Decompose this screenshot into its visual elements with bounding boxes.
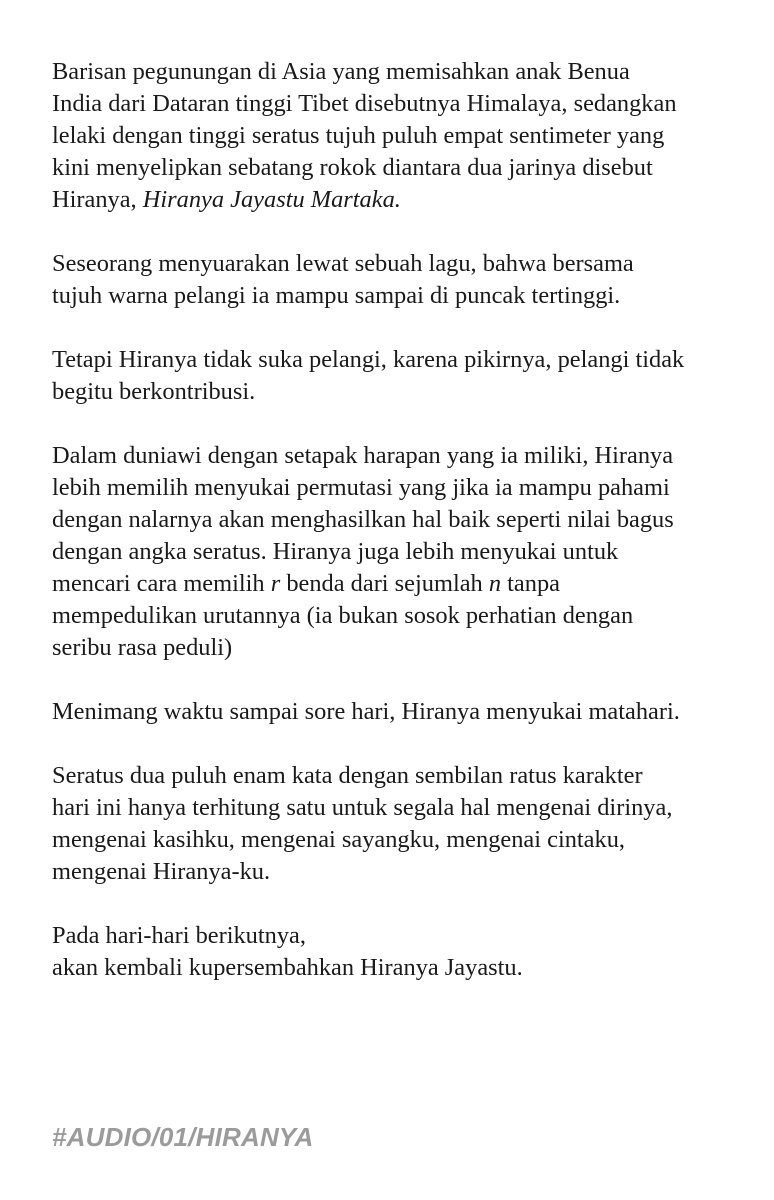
text-line: dengan nalarnya akan menghasilkan hal baik seperti nilai bagus bbox=[52, 506, 674, 533]
text-line: Tetapi Hiranya tidak suka pelangi, karena pikirnya, pelangi tidak bbox=[52, 346, 685, 373]
text-run: mencari cara memilih bbox=[52, 570, 271, 597]
italic-variable-r: r bbox=[270, 570, 281, 597]
text-line: seribu rasa peduli) bbox=[52, 634, 233, 661]
text-line: lelaki dengan tinggi seratus tujuh puluh empat sentimeter yang bbox=[52, 122, 665, 149]
text-line bbox=[52, 184, 742, 216]
text-line: Menimang waktu sampai sore hari, Hiranya menyukai matahari. bbox=[52, 698, 680, 725]
text-line bbox=[52, 568, 742, 600]
text-line: begitu berkontribusi. bbox=[52, 378, 256, 405]
text-line: lebih memilih menyukai permutasi yang jika ia mampu pahami bbox=[52, 474, 670, 501]
text-line: Dalam duniawi dengan setapak harapan yang ia miliki, Hiranya bbox=[52, 442, 674, 469]
paragraph-sun bbox=[52, 696, 742, 728]
text-run: Hiranya, bbox=[52, 186, 143, 213]
hashtag-footer: #AUDIO/01/HIRANYA bbox=[52, 1122, 314, 1152]
text-line: hari ini hanya terhitung satu untuk segala hal mengenai dirinya, bbox=[52, 794, 673, 821]
paragraph-song bbox=[52, 248, 742, 312]
paragraph-rainbow bbox=[52, 344, 742, 408]
text-line: dengan angka seratus. Hiranya juga lebih menyukai untuk bbox=[52, 538, 619, 565]
paragraph-permutation bbox=[52, 440, 742, 664]
text-line: India dari Dataran tinggi Tibet disebutnya Himalaya, sedangkan bbox=[52, 90, 677, 117]
document-body bbox=[52, 56, 742, 984]
text-line: Seseorang menyuarakan lewat sebuah lagu, bahwa bersama bbox=[52, 250, 634, 277]
paragraph-himalaya bbox=[52, 56, 742, 216]
text-run: tanpa bbox=[501, 570, 560, 597]
text-line: Seratus dua puluh enam kata dengan sembilan ratus karakter bbox=[52, 762, 643, 789]
text-line: Pada hari-hari berikutnya, bbox=[52, 922, 306, 949]
text-run: benda dari sejumlah bbox=[280, 570, 489, 597]
text-line: mengenai Hiranya-ku. bbox=[52, 858, 271, 885]
text-line: akan kembali kupersembahkan Hiranya Jayastu. bbox=[52, 954, 523, 981]
text-line: Barisan pegunungan di Asia yang memisahkan anak Benua bbox=[52, 58, 630, 85]
italic-full-name: Hiranya Jayastu Martaka. bbox=[142, 186, 401, 213]
text-line: mengenai kasihku, mengenai sayangku, mengenai cintaku, bbox=[52, 826, 626, 853]
paragraph-closing bbox=[52, 920, 742, 984]
paragraph-words bbox=[52, 760, 742, 888]
text-line: tujuh warna pelangi ia mampu sampai di puncak tertinggi. bbox=[52, 282, 621, 309]
text-line: kini menyelipkan sebatang rokok diantara dua jarinya disebut bbox=[52, 154, 653, 181]
text-line: mempedulikan urutannya (ia bukan sosok perhatian dengan bbox=[52, 602, 634, 629]
italic-variable-n: n bbox=[488, 570, 502, 597]
